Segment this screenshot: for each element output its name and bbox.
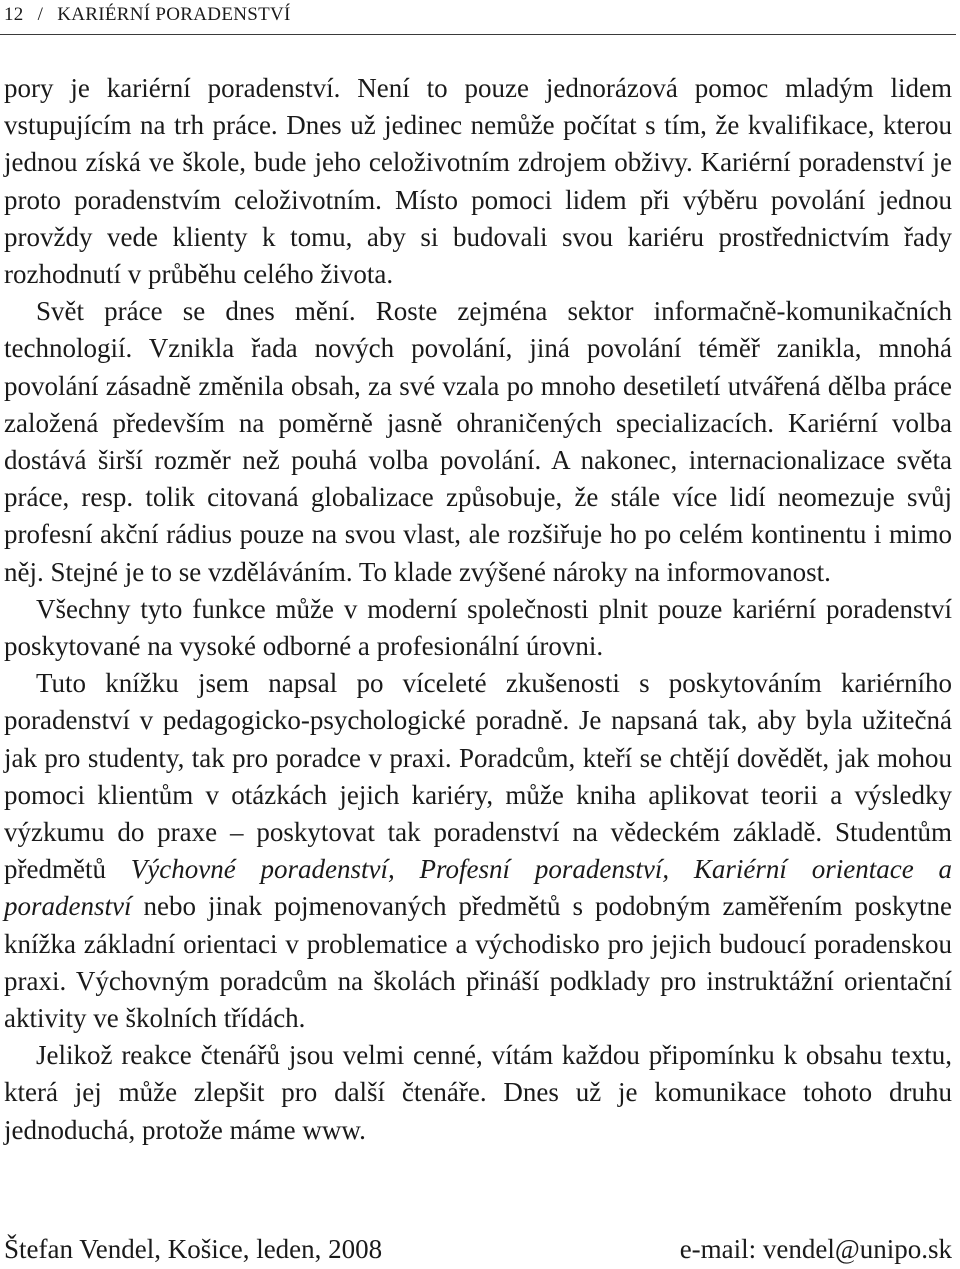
- about-book-text-end: nebo jinak pojmenovaných předmětů s podobným zaměřením poskytne knížka základní orientaci v problematice a východisko pro jejich budoucí poradenskou praxi. Výchovným poradcům na školách přináší podklady pro instruktážní orientační aktivity ve školních třídách.: [4, 891, 952, 1034]
- header-text: [4, 4, 291, 26]
- author-place-date: Štefan Vendel, Košice, leden, 2008: [4, 1234, 383, 1264]
- about-book-text-start: Tuto knížku jsem napsal po víceleté zkušenosti s poskytováním kariérního poradenství v pedagogicko-psychologické poradně. Je napsaná tak, aby byla užitečná jak pro studenty, tak pro poradce v praxi. Poradcům, kteří se chtějí dovědět, jak mohou pomoci klientům v otázkách jejich kariéry, může kniha aplikovat teorii a výsledky výzkumu do praxe – poskytovat tak poradenství na vědeckém základě. Studentům předmětů: [4, 668, 952, 885]
- paragraph-career-counseling-lifelong: pory je kariérní poradenství. Není to pouze jednorázová pomoc mladým lidem vstupujícím na trh práce. Dnes už jedinec nemůže počítat s tím, že kvalifikace, kterou jednou získá ve škole, bude jeho celoživotním zdrojem obživy. Kariérní poradenství je proto poradenstvím celoživotním. Místo pomoci lidem při výběru povolání jednou provždy vede klienty k tomu, aby si budovali svou kariéru prostřednictvím řady rozhodnutí v průběhu celého života.: [4, 73, 952, 290]
- header-rule: [0, 34, 956, 35]
- signature: [4, 1232, 952, 1266]
- running-header: [0, 0, 960, 38]
- paragraph-about-book: [4, 665, 952, 1037]
- paragraph-world-of-work: Svět práce se dnes mění. Roste zejména sektor informačně-komunikačních technologií. Vznikla řada nových povolání, jiná povolání téměř zanikla, mnohá povolání zásadně změnila obsah, za své vzala po mnoho desetiletí utvářená dělba práce založená především na poměrně jasně ohraničených specializacích. Kariérní volba dostává širší rozměr než pouhá volba povolání. A nakonec, internacionalizace světa práce, resp. tolik citovaná globalizace způsobuje, že stále více lidí neomezuje svůj profesní akční rádius pouze na svou vlast, ale rozšiřuje ho po celém kontinentu i mimo něj. Stejné je to se vzděláváním. To klade zvýšené nároky na informovanost.: [4, 296, 952, 587]
- chapter-title: KARIÉRNÍ PORADENSTVÍ: [57, 4, 291, 25]
- header-separator: /: [37, 4, 44, 25]
- author-email: e-mail: vendel@unipo.sk: [679, 1234, 952, 1264]
- paragraph-professional-level: Všechny tyto funkce může v moderní společnosti plnit pouze kariérní poradenství poskytované na vysoké odborné a profesionální úrovni.: [4, 593, 952, 662]
- paragraph-reader-feedback: Jelikož reakce čtenářů jsou velmi cenné, vítám každou připomínku k obsahu textu, která jej může zlepšit pro další čtenáře. Dnes už je komunikace tohoto druhu jednoduchá, protože máme www.: [4, 1040, 952, 1145]
- course-names: Výchovné poradenství, Profesní poradenství, Kariérní orientace a poradenství: [4, 854, 952, 922]
- body-text: [4, 70, 952, 1149]
- page-number: 12: [4, 4, 24, 25]
